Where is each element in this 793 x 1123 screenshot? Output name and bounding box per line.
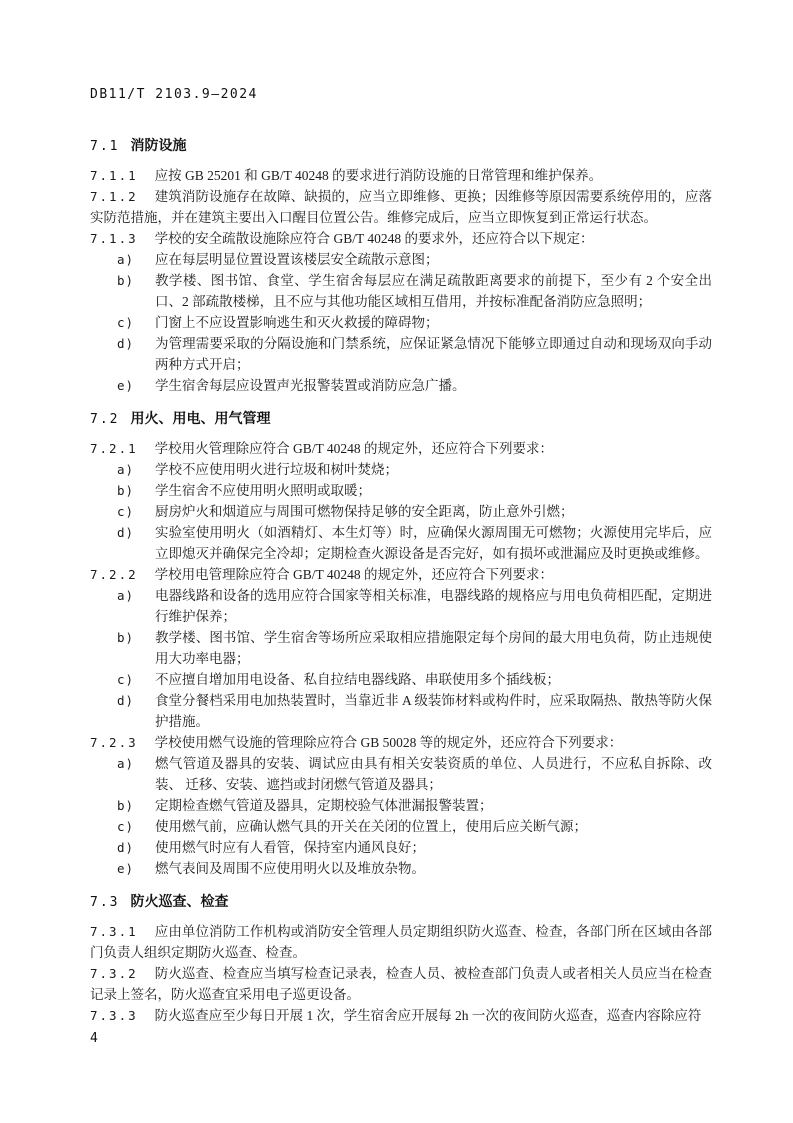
page-number: 4: [90, 1031, 98, 1046]
list-item-text: 电器线路和设备的选用应符合国家等相关标准，电器线路的规格应与用电负荷相匹配，定期进行维护保养；: [155, 588, 712, 624]
list-item-marker: a): [117, 588, 135, 603]
list-item: [90, 753, 712, 795]
list-item: [90, 501, 712, 522]
list-item: [90, 375, 712, 396]
list-item-text: 实验室使用明火（如酒精灯、本生灯等）时，应确保火源周围无可燃物；火源使用完毕后，应立即熄灭并确保完全冷却；定期检查火源设备是否完好，如有损坏或泄漏应及时更换或维修。: [155, 525, 712, 561]
section-heading: [90, 135, 712, 157]
clause-text: 防火巡查应至少每日开展 1 次，学生宿舍应开展每 2h 一次的夜间防火巡查，巡查内容除应符: [154, 1008, 702, 1023]
clause-number: 7.3.2: [90, 966, 138, 981]
list-item-text: 门窗上不应设置影响逃生和灭火救援的障碍物；: [155, 315, 439, 330]
list-item: [90, 816, 712, 837]
list-item-text: 燃气管道及器具的安装、调试应由具有相关安装资质的单位、人员进行，不应私自拆除、改装、 迁移、安装、遮挡或封闭燃气管道及器具；: [155, 756, 712, 792]
clause-text: 学校用电管理除应符合 GB/T 40248 的规定外，还应符合下列要求：: [154, 567, 554, 582]
clause-number: 7.1.1: [90, 168, 138, 183]
clause-text: 学校使用燃气设施的管理除应符合 GB 50028 等的规定外，还应符合下列要求：: [154, 735, 623, 750]
clause-number: 7.3.3: [90, 1008, 138, 1023]
list-item: [90, 270, 712, 312]
clause-paragraph: [90, 186, 712, 228]
clause-paragraph: [90, 564, 712, 585]
list-item-marker: d): [117, 525, 135, 540]
clause-number: 7.2.1: [90, 441, 138, 456]
list-item-text: 使用燃气时应有人看管，保持室内通风良好；: [155, 840, 425, 855]
section-heading: [90, 408, 712, 430]
clause-paragraph: [90, 732, 712, 753]
list-item-text: 使用燃气前，应确认燃气具的开关在关闭的位置上，使用后应关断气源；: [155, 819, 587, 834]
section-title: 用火、用电、用气管理: [130, 410, 271, 426]
list-item: [90, 522, 712, 564]
list-item-marker: d): [117, 840, 135, 855]
list-item-text: 教学楼、图书馆、食堂、学生宿舍每层应在满足疏散距离要求的前提下，至少有 2 个安全出口、2 部疏散楼梯，且不应与其他功能区域相互借用，并按标准配备消防应急照明；: [155, 273, 712, 309]
clause-number: 7.2.2: [90, 567, 138, 582]
clause-paragraph: [90, 228, 712, 249]
list-item: [90, 858, 712, 879]
list-item: [90, 690, 712, 732]
clause-text: 学校的安全疏散设施除应符合 GB/T 40248 的要求外，还应符合以下规定：: [154, 231, 594, 246]
list-item-marker: e): [117, 861, 135, 876]
list-item: [90, 249, 712, 270]
standard-number-header: DB11/T 2103.9—2024: [90, 87, 258, 102]
list-item-text: 学校不应使用明火进行垃圾和树叶焚烧；: [155, 462, 398, 477]
section-number: 7.3: [90, 895, 120, 910]
clause-number: 7.1.3: [90, 231, 138, 246]
clause-number: 7.2.3: [90, 735, 138, 750]
section-number: 7.2: [90, 412, 120, 427]
clause-paragraph: [90, 438, 712, 459]
clause-text: 建筑消防设施存在故障、缺损的，应当立即维修、更换；因维修等原因需要系统停用的，应落实防范措施，并在建筑主要出入口醒目位置公告。维修完成后，应当立即恢复到正常运行状态。: [90, 189, 712, 225]
list-item-marker: b): [117, 273, 135, 288]
list-item-marker: c): [117, 315, 135, 330]
list-item-text: 燃气表间及周围不应使用明火以及堆放杂物。: [155, 861, 425, 876]
list-item: [90, 627, 712, 669]
list-item-text: 学生宿舍不应使用明火照明或取暖；: [155, 483, 371, 498]
clause-paragraph: [90, 165, 712, 186]
section-title: 消防设施: [130, 137, 187, 153]
list-item: [90, 795, 712, 816]
clause-text: 应由单位消防工作机构或消防安全管理人员定期组织防火巡查、检查，各部门所在区域由各部门负责人组织定期防火巡查、检查。: [90, 924, 712, 960]
list-item-marker: a): [117, 462, 135, 477]
list-item-text: 学生宿舍每层应设置声光报警装置或消防应急广播。: [155, 378, 466, 393]
clause-text: 应按 GB 25201 和 GB/T 40248 的要求进行消防设施的日常管理和维护保养。: [154, 168, 603, 183]
list-item: [90, 333, 712, 375]
list-item-text: 厨房炉火和烟道应与周围可燃物保持足够的安全距离，防止意外引燃；: [155, 504, 574, 519]
list-item-text: 定期检查燃气管道及器具，定期校验气体泄漏报警装置；: [155, 798, 493, 813]
list-item: [90, 837, 712, 858]
list-item-text: 为管理需要采取的分隔设施和门禁系统，应保证紧急情况下能够立即通过自动和现场双向手动两种方式开启；: [155, 336, 712, 372]
document-body: [90, 123, 712, 1026]
list-item-marker: d): [117, 693, 135, 708]
list-item-marker: b): [117, 483, 135, 498]
list-item-marker: b): [117, 630, 135, 645]
list-item-text: 应在每层明显位置设置该楼层安全疏散示意图；: [155, 252, 439, 267]
section-title: 防火巡查、检查: [130, 893, 229, 909]
list-item-marker: a): [117, 252, 135, 267]
list-item-text: 教学楼、图书馆、学生宿舍等场所应采取相应措施限定每个房间的最大用电负荷，防止违规使用大功率电器；: [155, 630, 712, 666]
list-item: [90, 459, 712, 480]
clause-paragraph: [90, 963, 712, 1005]
clause-text: 防火巡查、检查应当填写检查记录表，检查人员、被检查部门负责人或者相关人员应当在检查记录上签名，防火巡查宜采用电子巡更设备。: [90, 966, 712, 1002]
list-item-text: 食堂分餐档采用电加热装置时，当靠近非 A 级装饰材料或构件时，应采取隔热、散热等防火保护措施。: [155, 693, 712, 729]
clause-paragraph: [90, 921, 712, 963]
clause-paragraph: [90, 1005, 712, 1026]
list-item: [90, 480, 712, 501]
list-item-marker: b): [117, 798, 135, 813]
list-item-marker: a): [117, 756, 135, 771]
clause-number: 7.1.2: [90, 189, 138, 204]
clause-number: 7.3.1: [90, 924, 138, 939]
clause-text: 学校用火管理除应符合 GB/T 40248 的规定外，还应符合下列要求：: [154, 441, 554, 456]
list-item-marker: e): [117, 378, 135, 393]
list-item-marker: c): [117, 672, 135, 687]
list-item-marker: d): [117, 336, 135, 351]
section-heading: [90, 891, 712, 913]
list-item-marker: c): [117, 819, 135, 834]
list-item: [90, 669, 712, 690]
list-item: [90, 585, 712, 627]
list-item-text: 不应擅自增加用电设备、私自拉结电器线路、串联使用多个插线板；: [155, 672, 560, 687]
list-item-marker: c): [117, 504, 135, 519]
list-item: [90, 312, 712, 333]
section-number: 7.1: [90, 139, 120, 154]
